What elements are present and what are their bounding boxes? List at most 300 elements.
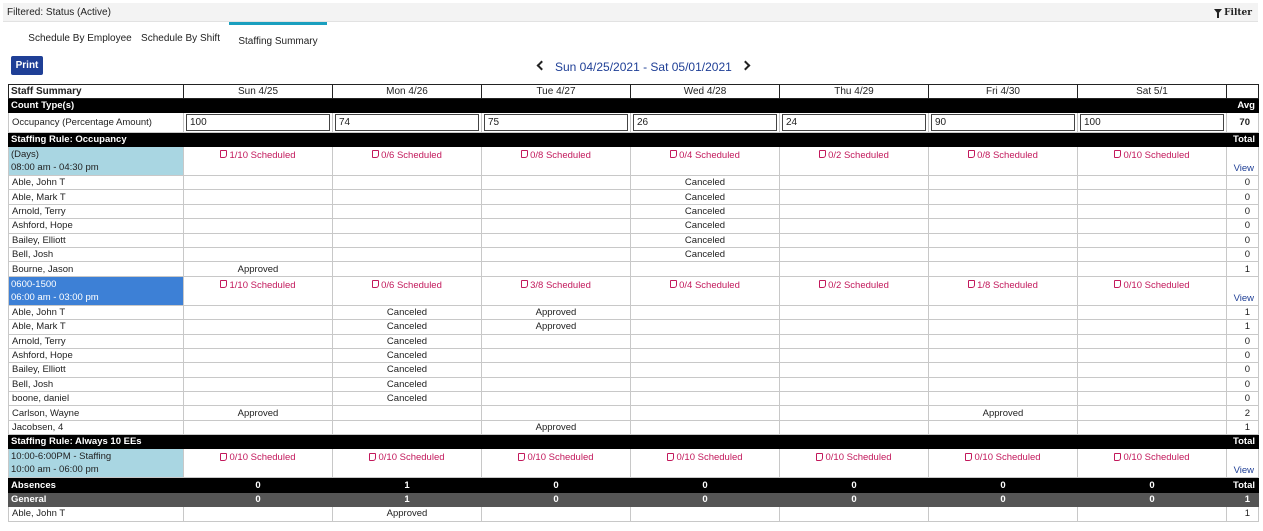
- employee-name: Jacobsen, 4: [9, 420, 184, 434]
- employee-name: Able, John T: [9, 176, 184, 190]
- employee-name: Arnold, Terry: [9, 204, 184, 218]
- shift-cell[interactable]: [9, 147, 184, 176]
- day-status: [780, 392, 929, 406]
- day-status: [482, 262, 631, 276]
- employee-total: 0: [1227, 348, 1259, 362]
- day-status: [482, 377, 631, 391]
- scheduled-count[interactable]: [482, 449, 631, 478]
- employee-total: 1: [1227, 305, 1259, 319]
- day-status: [929, 233, 1078, 247]
- table-row: [9, 320, 1259, 334]
- day-status: [333, 262, 482, 276]
- day-status: Canceled: [333, 363, 482, 377]
- scheduled-text: 0/10 Scheduled: [229, 452, 296, 464]
- thumbs-down-icon: [968, 280, 975, 288]
- day-status: [780, 233, 929, 247]
- staffing-rule-row: [9, 435, 1259, 449]
- occupancy-input[interactable]: 100: [1080, 114, 1224, 131]
- day-status: [1078, 348, 1227, 362]
- staffing-rule-title: Staffing Rule: Always 10 EEs: [9, 435, 1227, 449]
- day-status: Canceled: [333, 320, 482, 334]
- day-status: Approved: [929, 406, 1078, 420]
- day-status: Approved: [482, 320, 631, 334]
- employee-total: 0: [1227, 334, 1259, 348]
- thumbs-down-icon: [369, 453, 376, 461]
- staffing-summary-table: [8, 84, 1259, 522]
- employee-name: Bell, Josh: [9, 247, 184, 261]
- day-status: Canceled: [631, 204, 780, 218]
- total-label: Total: [1227, 133, 1259, 147]
- day-status: [929, 247, 1078, 261]
- scheduled-text: 0/10 Scheduled: [1123, 279, 1190, 291]
- employee-name: Able, John T: [9, 507, 184, 521]
- absences-label: Absences: [9, 478, 184, 493]
- employee-total: 0: [1227, 247, 1259, 261]
- day-status: [482, 219, 631, 233]
- day-status: [631, 262, 780, 276]
- day-status: [184, 377, 333, 391]
- shift-row: [9, 276, 1259, 305]
- employee-name: Ashford, Hope: [9, 219, 184, 233]
- scheduled-text: 0/2 Scheduled: [828, 279, 889, 291]
- day-status: [631, 406, 780, 420]
- general-count: 0: [631, 493, 780, 507]
- employee-name: Bailey, Elliott: [9, 233, 184, 247]
- thumbs-down-icon: [1114, 150, 1121, 158]
- day-status: [780, 377, 929, 391]
- day-status: [482, 507, 631, 521]
- day-status: [1078, 420, 1227, 434]
- staff-summary-title: Staff Summary: [9, 85, 184, 99]
- scheduled-text: 0/8 Scheduled: [530, 150, 591, 161]
- shift-cell[interactable]: [9, 449, 184, 478]
- day-status: [1078, 363, 1227, 377]
- day-status: [482, 406, 631, 420]
- shift-row: [9, 147, 1259, 176]
- day-status: [780, 247, 929, 261]
- table-row: [9, 219, 1259, 233]
- day-status: Canceled: [631, 219, 780, 233]
- scheduled-count[interactable]: [929, 276, 1078, 305]
- thumbs-down-icon: [968, 150, 975, 158]
- employee-name: Ashford, Hope: [9, 348, 184, 362]
- shift-name: 10:00-6:00PM - Staffing: [11, 451, 112, 463]
- day-status: [1078, 262, 1227, 276]
- occupancy-input[interactable]: 24: [782, 114, 926, 131]
- scheduled-count[interactable]: [929, 147, 1078, 176]
- employee-name: Able, John T: [9, 305, 184, 319]
- shift-name: (Days): [11, 149, 39, 160]
- staffing-rule-title: Staffing Rule: Occupancy: [9, 133, 1227, 147]
- absence-count: 0: [929, 478, 1078, 493]
- day-status: Approved: [333, 507, 482, 521]
- day-status: Approved: [184, 406, 333, 420]
- day-status: Canceled: [333, 348, 482, 362]
- occupancy-input[interactable]: 74: [335, 114, 479, 131]
- thumbs-down-icon: [220, 280, 227, 288]
- absence-count: 0: [184, 478, 333, 493]
- employee-name: Able, Mark T: [9, 320, 184, 334]
- day-status: [780, 420, 929, 434]
- day-status: [184, 176, 333, 190]
- scheduled-text: 0/10 Scheduled: [1123, 452, 1190, 464]
- day-status: Canceled: [333, 305, 482, 319]
- table-row: [9, 377, 1259, 391]
- view-link[interactable]: View: [1227, 449, 1259, 478]
- shift-time: 06:00 am - 03:00 pm: [11, 291, 99, 303]
- day-status: [929, 204, 1078, 218]
- scheduled-count[interactable]: [780, 449, 929, 478]
- date-range: Sun 04/25/2021 - Sat 05/01/2021: [555, 60, 732, 74]
- scheduled-text: 0/2 Scheduled: [828, 150, 889, 161]
- day-status: [333, 204, 482, 218]
- day-status: [333, 176, 482, 190]
- day-status: Canceled: [631, 247, 780, 261]
- day-status: [780, 176, 929, 190]
- scheduled-count[interactable]: [333, 276, 482, 305]
- general-count: 1: [333, 493, 482, 507]
- day-status: [184, 363, 333, 377]
- employee-total: 0: [1227, 363, 1259, 377]
- scheduled-count[interactable]: [631, 276, 780, 305]
- employee-total: 0: [1227, 219, 1259, 233]
- day-status: [631, 392, 780, 406]
- thumbs-down-icon: [521, 280, 528, 288]
- thumbs-down-icon: [816, 453, 823, 461]
- day-status: Canceled: [631, 176, 780, 190]
- tab-schedule-by-shift[interactable]: Schedule By Shift: [141, 33, 220, 44]
- employee-total: 1: [1227, 320, 1259, 334]
- scheduled-text: 0/10 Scheduled: [825, 452, 892, 464]
- day-status: Canceled: [333, 392, 482, 406]
- occupancy-avg: 70: [1227, 113, 1259, 133]
- shift-time: 10:00 am - 06:00 pm: [11, 464, 99, 476]
- thumbs-down-icon: [819, 150, 826, 158]
- scheduled-count[interactable]: [184, 147, 333, 176]
- shift-cell[interactable]: [9, 276, 184, 305]
- day-status: Canceled: [333, 377, 482, 391]
- filter-status-text: Filtered: Status (Active): [7, 7, 111, 18]
- thumbs-down-icon: [670, 280, 677, 288]
- day-status: [929, 334, 1078, 348]
- thumbs-down-icon: [372, 150, 379, 158]
- general-label: General: [9, 493, 184, 507]
- day-status: [184, 305, 333, 319]
- filter-bar: [3, 3, 1258, 22]
- day-header: Thu 4/29: [780, 85, 929, 99]
- absence-count: 0: [1078, 478, 1227, 493]
- day-status: Approved: [482, 420, 631, 434]
- scheduled-count[interactable]: [780, 276, 929, 305]
- occupancy-input[interactable]: 100: [186, 114, 330, 131]
- day-status: [1078, 392, 1227, 406]
- scheduled-count[interactable]: [631, 449, 780, 478]
- day-status: [1078, 406, 1227, 420]
- day-status: [1078, 305, 1227, 319]
- scheduled-count[interactable]: [631, 147, 780, 176]
- employee-total: 0: [1227, 377, 1259, 391]
- scheduled-count[interactable]: [184, 276, 333, 305]
- absences-total-label: Total: [1227, 478, 1259, 493]
- scheduled-count[interactable]: [780, 147, 929, 176]
- day-status: [333, 190, 482, 204]
- absence-count: 0: [780, 478, 929, 493]
- employee-name: Bailey, Elliott: [9, 363, 184, 377]
- day-status: [184, 320, 333, 334]
- day-status: [780, 320, 929, 334]
- day-header: Tue 4/27: [482, 85, 631, 99]
- day-status: [929, 507, 1078, 521]
- table-row: [9, 262, 1259, 276]
- count-types-row: [9, 99, 1259, 113]
- general-count: 0: [780, 493, 929, 507]
- general-count: 0: [184, 493, 333, 507]
- day-status: [929, 392, 1078, 406]
- employee-name: boone, daniel: [9, 392, 184, 406]
- day-status: [1078, 320, 1227, 334]
- thumbs-down-icon: [670, 150, 677, 158]
- day-status: [780, 204, 929, 218]
- day-status: [333, 420, 482, 434]
- occupancy-cell: [184, 113, 333, 133]
- day-status: [184, 204, 333, 218]
- day-header: Sun 4/25: [184, 85, 333, 99]
- table-row: [9, 420, 1259, 434]
- employee-total: 0: [1227, 190, 1259, 204]
- day-status: [184, 190, 333, 204]
- day-status: [333, 233, 482, 247]
- day-status: [780, 507, 929, 521]
- day-status: [929, 320, 1078, 334]
- tab-schedule-by-employee[interactable]: Schedule By Employee: [28, 33, 132, 44]
- table-row: [9, 406, 1259, 420]
- day-status: [780, 262, 929, 276]
- day-status: [631, 507, 780, 521]
- day-status: Canceled: [333, 334, 482, 348]
- filter-icon: [1214, 9, 1222, 14]
- scheduled-count[interactable]: [333, 147, 482, 176]
- day-status: [631, 334, 780, 348]
- day-status: [482, 363, 631, 377]
- shift-time: 08:00 am - 04:30 pm: [11, 162, 99, 173]
- scheduled-text: 0/4 Scheduled: [679, 279, 740, 291]
- table-header-row: [9, 85, 1259, 99]
- day-status: [482, 348, 631, 362]
- occupancy-input[interactable]: 90: [931, 114, 1075, 131]
- day-status: [1078, 247, 1227, 261]
- absences-row: [9, 478, 1259, 493]
- scheduled-count[interactable]: [1078, 449, 1227, 478]
- day-status: [1078, 233, 1227, 247]
- day-status: [929, 305, 1078, 319]
- scheduled-count[interactable]: [184, 449, 333, 478]
- day-status: [929, 377, 1078, 391]
- print-button[interactable]: Print: [11, 56, 43, 75]
- occupancy-row: [9, 113, 1259, 133]
- thumbs-down-icon: [667, 453, 674, 461]
- employee-total: 1: [1227, 262, 1259, 276]
- absence-count: 0: [631, 478, 780, 493]
- occupancy-cell: [780, 113, 929, 133]
- employee-name: Bell, Josh: [9, 377, 184, 391]
- day-status: [780, 305, 929, 319]
- day-status: [780, 406, 929, 420]
- occupancy-input[interactable]: 26: [633, 114, 777, 131]
- shift-name: 0600-1500: [11, 278, 57, 290]
- day-status: [482, 334, 631, 348]
- employee-total: 0: [1227, 204, 1259, 218]
- day-status: [184, 348, 333, 362]
- day-status: [1078, 190, 1227, 204]
- scheduled-count[interactable]: [333, 449, 482, 478]
- day-status: [780, 363, 929, 377]
- day-status: [482, 247, 631, 261]
- occupancy-cell: [333, 113, 482, 133]
- day-status: [184, 247, 333, 261]
- day-status: [184, 420, 333, 434]
- occupancy-cell: [631, 113, 780, 133]
- day-status: [929, 219, 1078, 233]
- day-status: [1078, 204, 1227, 218]
- day-status: [929, 420, 1078, 434]
- scheduled-text: 3/8 Scheduled: [530, 279, 591, 291]
- occupancy-label: Occupancy (Percentage Amount): [9, 113, 184, 133]
- scheduled-count[interactable]: [482, 147, 631, 176]
- avg-label: Avg: [1227, 99, 1259, 113]
- day-status: [333, 219, 482, 233]
- filter-label: Filter: [1224, 8, 1252, 18]
- day-status: [482, 176, 631, 190]
- day-header: Mon 4/26: [333, 85, 482, 99]
- thumbs-down-icon: [965, 453, 972, 461]
- day-header: Wed 4/28: [631, 85, 780, 99]
- day-status: [184, 507, 333, 521]
- employee-total: 1: [1227, 420, 1259, 434]
- day-status: [333, 406, 482, 420]
- day-header: Fri 4/30: [929, 85, 1078, 99]
- employee-total: 0: [1227, 392, 1259, 406]
- day-status: [780, 334, 929, 348]
- header-blank: [1227, 85, 1259, 99]
- employee-total: 1: [1227, 507, 1259, 521]
- general-count: 0: [482, 493, 631, 507]
- thumbs-down-icon: [372, 280, 379, 288]
- scheduled-count[interactable]: [482, 276, 631, 305]
- scheduled-text: 0/10 Scheduled: [974, 452, 1041, 464]
- table-row: [9, 247, 1259, 261]
- day-status: [184, 334, 333, 348]
- date-navigator: [538, 60, 749, 76]
- day-status: [631, 305, 780, 319]
- general-count: 0: [1078, 493, 1227, 507]
- scheduled-count[interactable]: [1078, 276, 1227, 305]
- filter-button[interactable]: [1214, 8, 1252, 18]
- tab-staffing-summary[interactable]: Staffing Summary: [229, 22, 327, 50]
- previous-week-icon[interactable]: [537, 61, 547, 71]
- table-row: [9, 507, 1259, 521]
- scheduled-text: 0/10 Scheduled: [1123, 150, 1190, 161]
- day-status: [929, 262, 1078, 276]
- thumbs-down-icon: [1114, 453, 1121, 461]
- day-status: [1078, 507, 1227, 521]
- staffing-rule-row: [9, 133, 1259, 147]
- day-status: [184, 233, 333, 247]
- day-status: [631, 348, 780, 362]
- scheduled-text: 0/10 Scheduled: [676, 452, 743, 464]
- scheduled-text: 1/8 Scheduled: [977, 279, 1038, 291]
- day-status: [631, 420, 780, 434]
- thumbs-down-icon: [521, 150, 528, 158]
- scheduled-text: 0/8 Scheduled: [977, 150, 1038, 161]
- view-link[interactable]: View: [1227, 276, 1259, 305]
- thumbs-down-icon: [518, 453, 525, 461]
- thumbs-down-icon: [1114, 280, 1121, 288]
- thumbs-down-icon: [220, 150, 227, 158]
- employee-total: 2: [1227, 406, 1259, 420]
- occupancy-cell: [1078, 113, 1227, 133]
- next-week-icon[interactable]: [740, 61, 750, 71]
- scheduled-count[interactable]: [929, 449, 1078, 478]
- day-status: [1078, 334, 1227, 348]
- general-total: 1: [1227, 493, 1259, 507]
- day-status: Canceled: [631, 233, 780, 247]
- scheduled-text: 0/4 Scheduled: [679, 150, 740, 161]
- scheduled-text: 1/10 Scheduled: [229, 150, 296, 161]
- day-status: [780, 219, 929, 233]
- table-row: [9, 176, 1259, 190]
- day-status: [482, 190, 631, 204]
- day-status: [929, 190, 1078, 204]
- day-status: [631, 320, 780, 334]
- scheduled-count[interactable]: [1078, 147, 1227, 176]
- day-status: [333, 247, 482, 261]
- employee-total: 0: [1227, 176, 1259, 190]
- scheduled-text: 0/10 Scheduled: [527, 452, 594, 464]
- view-link[interactable]: View: [1227, 147, 1259, 176]
- thumbs-down-icon: [220, 453, 227, 461]
- day-status: [482, 392, 631, 406]
- day-status: [929, 176, 1078, 190]
- day-status: [631, 363, 780, 377]
- employee-total: 0: [1227, 233, 1259, 247]
- day-status: [631, 377, 780, 391]
- day-status: [929, 348, 1078, 362]
- day-status: [1078, 377, 1227, 391]
- table-row: [9, 348, 1259, 362]
- day-status: [482, 233, 631, 247]
- table-row: [9, 204, 1259, 218]
- scheduled-text: 1/10 Scheduled: [229, 279, 296, 291]
- occupancy-cell: [929, 113, 1078, 133]
- absence-count: 0: [482, 478, 631, 493]
- employee-name: Able, Mark T: [9, 190, 184, 204]
- table-row: [9, 190, 1259, 204]
- day-status: [482, 204, 631, 218]
- occupancy-input[interactable]: 75: [484, 114, 628, 131]
- day-status: [1078, 176, 1227, 190]
- table-row: [9, 305, 1259, 319]
- shift-row: [9, 449, 1259, 478]
- count-types-label: Count Type(s): [9, 99, 1227, 113]
- table-row: [9, 392, 1259, 406]
- day-status: [184, 219, 333, 233]
- day-status: Canceled: [631, 190, 780, 204]
- day-status: Approved: [482, 305, 631, 319]
- employee-name: Bourne, Jason: [9, 262, 184, 276]
- day-status: [780, 348, 929, 362]
- day-header: Sat 5/1: [1078, 85, 1227, 99]
- day-status: [1078, 219, 1227, 233]
